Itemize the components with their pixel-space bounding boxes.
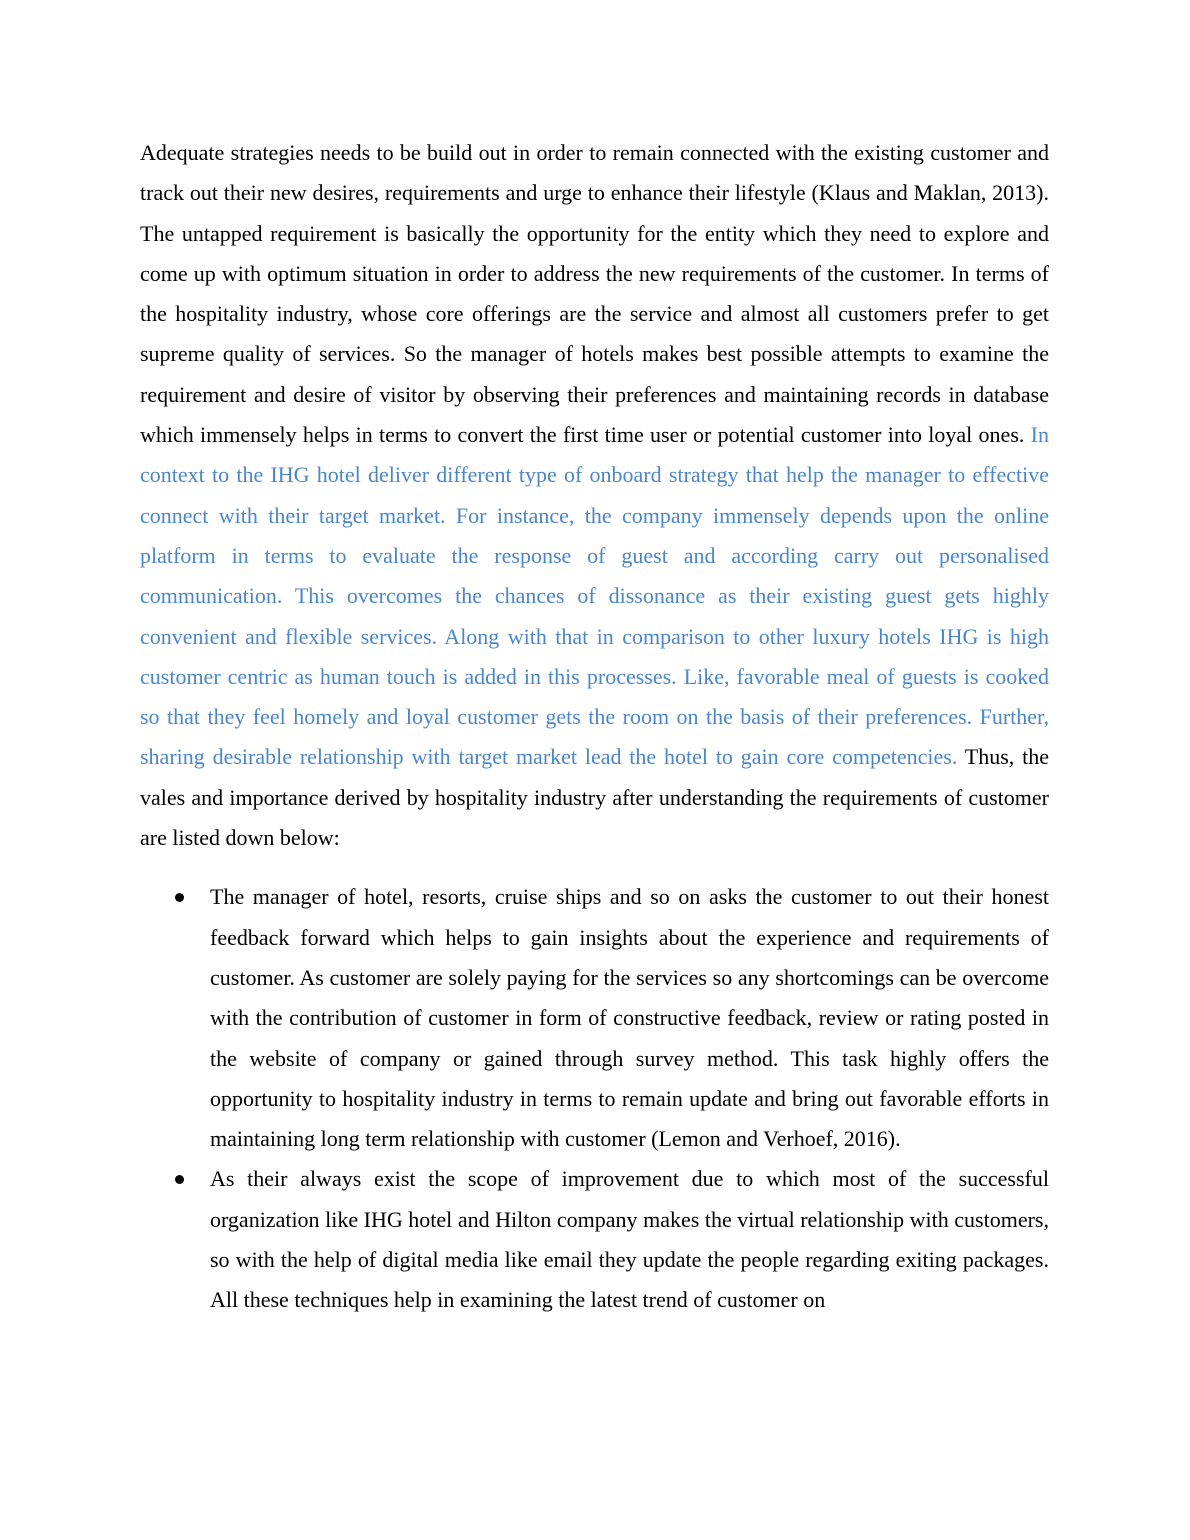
bullet-icon [175,893,184,902]
list-item-text: The manager of hotel, resorts, cruise ships and so on asks the customer to out their honest feedback forward which helps to gain insights about the experience and requirements of customer. As customer are solely paying for the services so any shortcomings can be overcome with the contribution of customer in form of constructive feedback, review or rating posted in the website of company or gained through survey method. This task highly offers the opportunity to hospitality industry in terms to remain update and bring out favorable efforts in maintaining long term relationship with customer (Lemon and Verhoef, 2016). [210,884,1049,1152]
document-page [140,133,1049,1321]
bullet-list [140,877,1049,1320]
list-item [140,1159,1049,1320]
list-item-text: As their always exist the scope of improvement due to which most of the successful organization like IHG hotel and Hilton company makes the virtual relationship with customers, so with the help of digital media like email they update the people regarding exiting packages. All these techniques help in examining the latest trend of customer on [210,1166,1049,1313]
paragraph-text-highlighted: In context to the IHG hotel deliver different type of onboard strategy that help the manager to effective connect with their target market. For instance, the company immensely depends upon the online platform in terms to evaluate the response of guest and according carry out personalised communication. This overcomes the chances of dissonance as their existing guest gets highly convenient and flexible services. Along with that in comparison to other luxury hotels IHG is high customer centric as human touch is added in this processes. Like, favorable meal of guests is cooked so that they feel homely and loyal customer gets the room on the basis of their preferences. Further, sharing desirable relationship with target market lead the hotel to gain core competencies. [140,422,1049,770]
body-paragraph [140,133,1049,858]
bullet-icon [175,1175,184,1184]
paragraph-text-intro: Adequate strategies needs to be build out in order to remain connected with the existing customer and track out their new desires, requirements and urge to enhance their lifestyle (Klaus and Maklan, 2013). The untapped requirement is basically the opportunity for the entity which they need to explore and come up with optimum situation in order to address the new requirements of the customer. In terms of the hospitality industry, whose core offerings are the service and almost all customers prefer to get supreme quality of services. So the manager of hotels makes best possible attempts to examine the requirement and desire of visitor by observing their preferences and maintaining records in database which immensely helps in terms to convert the first time user or potential customer into loyal ones. [140,140,1049,448]
list-item [140,877,1049,1159]
paragraph-text-conclusion: Thus, the vales and importance derived by hospitality industry after understanding the requirements of customer are listed down below: [140,744,1049,851]
